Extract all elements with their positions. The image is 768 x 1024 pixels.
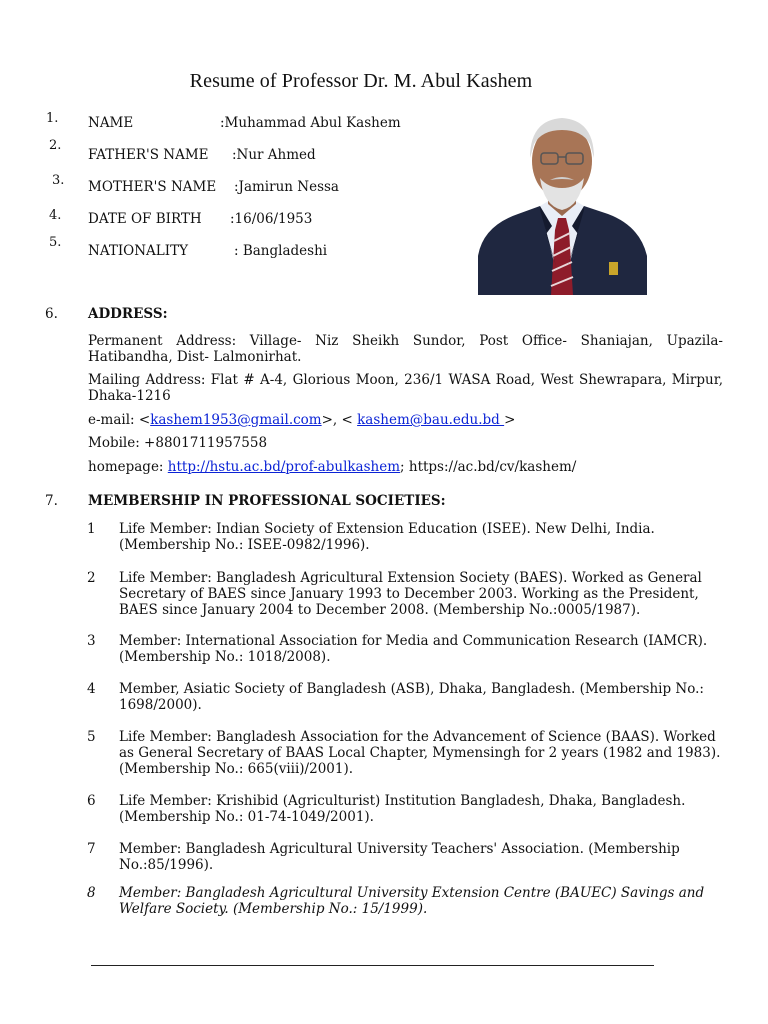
membership-number: 8 [87, 885, 96, 901]
item-number: 2. [49, 138, 62, 153]
email-separator: >, < [321, 412, 358, 428]
homepage-link[interactable]: http://hstu.ac.bd/prof-abulkashem [167, 459, 401, 475]
membership-item: Life Member: Indian Society of Extension Education (ISEE). New Delhi, India. (Membership No.: ISEE-0982/1996). [119, 521, 655, 553]
item-number: 4. [49, 208, 62, 223]
mobile-line: Mobile: +8801711957558 [88, 435, 268, 451]
membership-number: 5 [87, 729, 96, 745]
email-link-gmail[interactable]: kashem1953@gmail.com [150, 412, 322, 428]
mailing-address: Mailing Address: Flat # A-4, Glorious Moon, 236/1 WASA Road, West Shewrapara, Mirpur, Dhaka-1216 [88, 372, 723, 404]
nationality-label: NATIONALITY [88, 243, 189, 259]
name-label: NAME [88, 115, 134, 131]
item-number: 3. [52, 173, 65, 188]
fathers-name-value: :Nur Ahmed [232, 147, 316, 163]
membership-number: 2 [87, 570, 96, 586]
membership-item: Member: International Association for Media and Communication Research (IAMCR). (Membership No.: 1018/2008). [119, 633, 708, 665]
membership-item: Life Member: Krishibid (Agriculturist) Institution Bangladesh, Dhaka, Bangladesh. (Membership No.: 01-74-1049/2001). [119, 793, 686, 825]
membership-number: 7 [87, 841, 96, 857]
footer-divider [91, 965, 654, 966]
profile-photo [478, 106, 647, 295]
membership-heading: MEMBERSHIP IN PROFESSIONAL SOCIETIES: [88, 493, 446, 509]
date-of-birth-value: :16/06/1953 [230, 211, 313, 227]
mothers-name-label: MOTHER'S NAME [88, 179, 217, 195]
membership-item: Life Member: Bangladesh Association for the Advancement of Science (BAAS). Worked as General Secretary of BAAS Local Chapter, Mymensingh for 2 years (1982 and 1983). (Membership No.: 665(viii)/2001). [119, 729, 721, 777]
item-number: 5. [49, 235, 62, 250]
page-title: Resume of Professor Dr. M. Abul Kashem [189, 70, 533, 92]
membership-item: Life Member: Bangladesh Agricultural Extension Society (BAES). Worked as General Secretary of BAES since January 1993 to December 2003. Working as the President, BAES since January 2004 to December 2008. (Membership No.:0005/1987). [119, 570, 702, 618]
item-number: 1. [46, 111, 59, 126]
membership-item: Member: Bangladesh Agricultural University Teachers' Association. (Membership No.:85/1996). [119, 841, 680, 873]
membership-number: 3 [87, 633, 96, 649]
homepage-prefix: homepage: [88, 459, 168, 475]
membership-item: Member: Bangladesh Agricultural University Extension Centre (BAUEC) Savings and Welfare Society. (Membership No.: 15/1999). [119, 885, 705, 917]
fathers-name-label: FATHER'S NAME [88, 147, 209, 163]
nationality-value: : Bangladeshi [234, 243, 328, 259]
homepage-line [88, 459, 723, 475]
date-of-birth-label: DATE OF BIRTH [88, 211, 202, 227]
membership-item: Member, Asiatic Society of Bangladesh (ASB), Dhaka, Bangladesh. (Membership No.: 1698/2000). [119, 681, 704, 713]
address-heading: ADDRESS: [88, 306, 168, 322]
name-value: :Muhammad Abul Kashem [220, 115, 401, 131]
membership-number: 4 [87, 681, 96, 697]
email-prefix: e-mail: < [88, 412, 151, 428]
section-number: 7. [45, 493, 58, 509]
profile-photo-svg [478, 106, 647, 295]
email-suffix: > [504, 412, 516, 428]
section-number: 6. [45, 306, 58, 322]
membership-number: 6 [87, 793, 96, 809]
homepage-suffix: ; https://ac.bd/cv/kashem/ [400, 459, 577, 475]
email-link-bau[interactable]: kashem@bau.edu.bd [357, 412, 505, 428]
email-line [88, 412, 723, 428]
permanent-address: Permanent Address: Village- Niz Sheikh Sundor, Post Office- Shaniajan, Upazila-Hatibandha, Dist- Lalmonirhat. [88, 333, 723, 365]
membership-number: 1 [87, 521, 96, 537]
mothers-name-value: :Jamirun Nessa [234, 179, 339, 195]
